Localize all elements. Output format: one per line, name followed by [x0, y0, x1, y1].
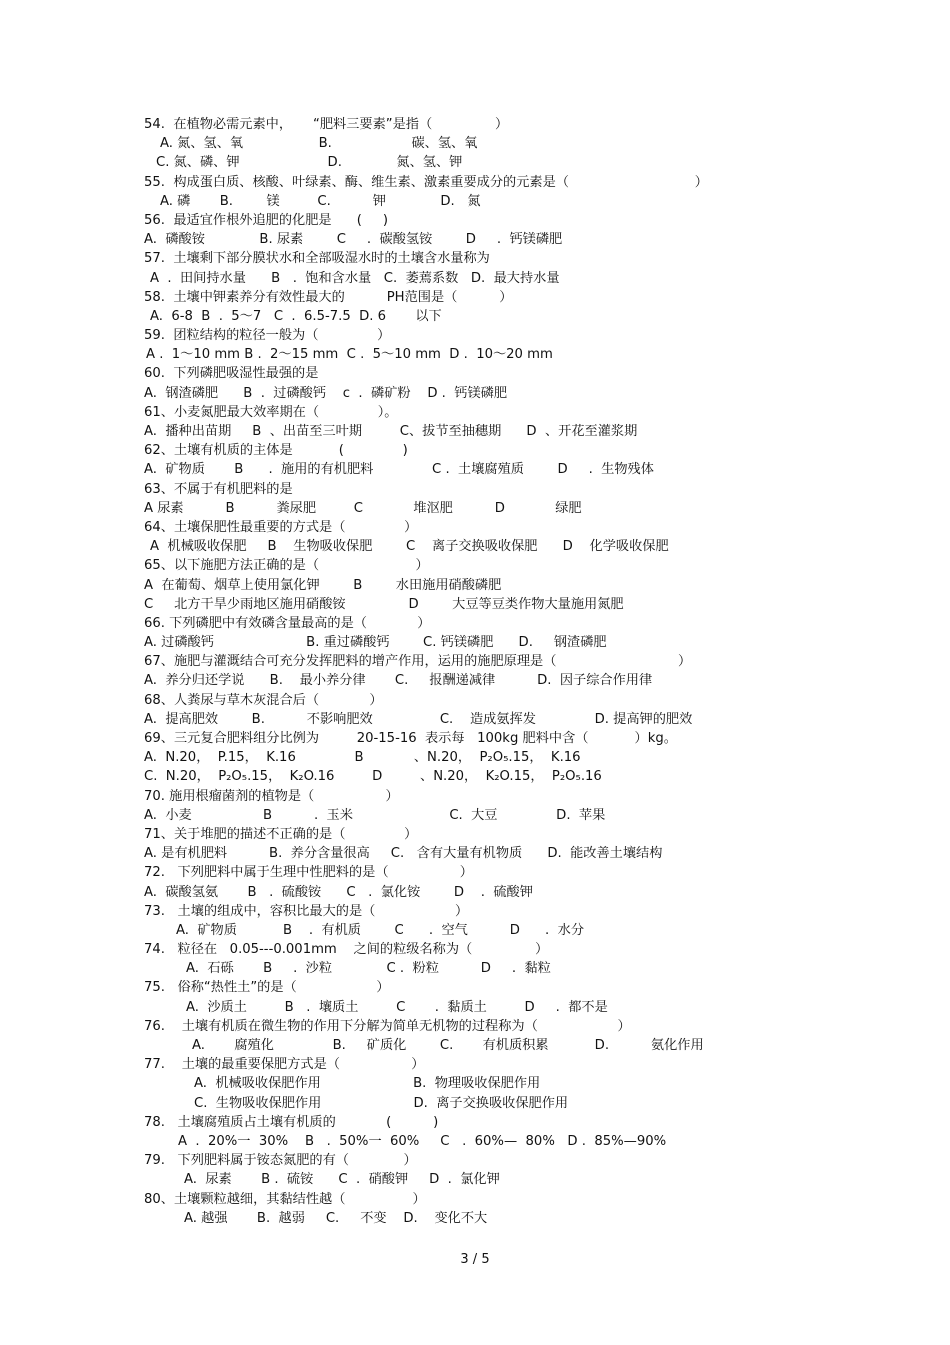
- question-stem: 75. 俗称“热性土”的是（ ）: [144, 980, 390, 996]
- answer-options: A . 田间持水量 B . 饱和含水量 C. 萎蔫系数 D. 最大持水量: [150, 270, 560, 286]
- question-stem: 72. 下列肥料中属于生理中性肥料的是（ ）: [144, 865, 473, 881]
- question-stem: 65、以下施肥方法正确的是（ ）: [144, 558, 429, 574]
- answer-options: A. 碳酸氢氨 B . 硫酸铵 C . 氯化铵 D . 硫酸钾: [144, 884, 533, 900]
- question-stem: 69、三元复合肥料组分比例为 20-15-16 表示每 100kg 肥料中含（ ）kg。: [144, 731, 677, 746]
- answer-options: A. 氮、氢、氧 B. 碳、氢、氧: [160, 136, 478, 152]
- answer-options: A. 播种出苗期 B 、出苗至三叶期 C、拔节至抽穗期 D 、开花至灌浆期: [144, 424, 638, 439]
- question-stem: 78. 土壤腐殖质占土壤有机质的 ( ): [144, 1114, 439, 1130]
- answer-options: A. 钢渣磷肥 B . 过磷酸钙 c . 磷矿粉 D . 钙镁磷肥: [144, 385, 508, 401]
- answer-options: C. N.20， P₂O₅.15， K₂O.16 D 、N.20， K₂O.15， P₂O₅.16: [144, 769, 602, 785]
- answer-options: A. 尿素 B . 硫铵 C . 硝酸钾 D . 氯化钾: [184, 1172, 500, 1188]
- answer-options: A. 沙质土 B . 壤质土 C . 黏质土 D . 都不是: [186, 999, 608, 1015]
- answer-options: C. 氮、磷、钾 D. 氮、氢、钾: [156, 155, 463, 171]
- answer-options: A. 养分归还学说 B. 最小养分律 C. 报酬递减律 D. 因子综合作用律: [144, 673, 653, 689]
- question-stem: 74. 粒径在 0.05---0.001mm 之间的粒级名称为（ ）: [144, 942, 549, 958]
- question-stem: 76. 土壤有机质在微生物的作用下分解为简单无机物的过程称为（ ）: [144, 1018, 631, 1034]
- answer-options: A. 6-8 B . 5～7 C . 6.5-7.5 D. 6 以下: [150, 308, 442, 324]
- answer-options: A. 过磷酸钙 B. 重过磷酸钙 C. 钙镁磷肥 D. 钢渣磷肥: [144, 635, 607, 651]
- question-stem: 61、小麦氮肥最大效率期在（ ）。: [144, 404, 398, 420]
- answer-options: A. N.20， P.15， K.16 B 、N.20， P₂O₅.15， K.16: [144, 750, 581, 766]
- question-stem: 60. 下列磷肥吸湿性最强的是: [144, 366, 319, 382]
- answer-options: A. 是有机肥料 B. 养分含量很高 C. 含有大量有机物质 D. 能改善土壤结构: [144, 846, 663, 862]
- question-stem: 77. 土壤的最重要保肥方式是（ ）: [144, 1057, 425, 1073]
- question-list: [0, 115, 950, 1228]
- answer-options: A. 石砾 B . 沙粒 C . 粉粒 D . 黏粒: [186, 961, 551, 977]
- answer-options: A 尿素 B 粪尿肥 C 堆沤肥 D 绿肥: [144, 500, 582, 516]
- question-stem: 58. 土壤中钾素养分有效性最大的 PH范围是（ ）: [144, 289, 513, 305]
- question-stem: 68、人粪尿与草木灰混合后（ ）: [144, 692, 383, 708]
- question-stem: 71、关于堆肥的描述不正确的是（ ）: [144, 826, 418, 842]
- answer-options: A. 腐殖化 B. 矿质化 C. 有机质积累 D. 氨化作用: [192, 1038, 704, 1053]
- answer-options: A. 矿物质 B . 施用的有机肥料 C . 土壤腐殖质 D . 生物残体: [144, 462, 654, 478]
- answer-options: A. 机械吸收保肥作用 B. 物理吸收保肥作用: [194, 1076, 541, 1092]
- answer-options: A 机械吸收保肥 B 生物吸收保肥 C 离子交换吸收保肥 D 化学吸收保肥: [150, 539, 669, 555]
- question-stem: 64、土壤保肥性最重要的方式是（ ）: [144, 519, 418, 535]
- question-stem: 80、土壤颗粒越细，其黏结性越（ ）: [144, 1191, 426, 1207]
- question-stem: 56. 最适宜作根外追肥的化肥是 ( ): [144, 212, 389, 228]
- answer-options: A. 磷酸铵 B. 尿素 C . 碳酸氢铵 D . 钙镁磷肥: [144, 232, 563, 248]
- answer-options: A 在葡萄、烟草上使用氯化钾 B 水田施用硝酸磷肥: [144, 577, 502, 593]
- question-stem: 66. 下列磷肥中有效磷含量最高的是（ ）: [144, 615, 431, 631]
- question-stem: 57. 土壤剩下部分膜状水和全部吸湿水时的土壤含水量称为: [144, 251, 490, 267]
- answer-options: A . 20%一 30% B . 50%一 60% C . 60%— 80% D . 85%—90%: [178, 1133, 667, 1149]
- question-stem: 55. 构成蛋白质、核酸、叶绿素、酶、维生素、激素重要成分的元素是（ ）: [144, 174, 708, 190]
- question-stem: 59. 团粒结构的粒径一般为（ ）: [144, 328, 391, 344]
- answer-options: A. 提高肥效 B. 不影响肥效 C. 造成氨挥发 D. 提高钾的肥效: [144, 711, 693, 727]
- question-stem: 62、土壤有机质的主体是 ( ): [144, 443, 408, 459]
- answer-options: A . 1～10 mm B . 2～15 mm C . 5～10 mm D . 10～20 mm: [146, 347, 553, 363]
- answer-options: A. 矿物质 B . 有机质 C . 空气 D . 水分: [176, 922, 585, 938]
- question-stem: 70. 施用根瘤菌剂的植物是（ ）: [144, 788, 399, 804]
- question-stem: 54. 在植物必需元素中， “肥料三要素”是指（ ）: [144, 117, 509, 132]
- answer-options: A. 磷 B. 镁 C. 钾 D. 氮: [160, 193, 481, 209]
- question-stem: 67、施肥与灌溉结合可充分发挥肥料的增产作用，运用的施肥原理是（ ）: [144, 654, 692, 670]
- answer-options: C 北方干旱少雨地区施用硝酸铵 D 大豆等豆类作物大量施用氮肥: [144, 596, 624, 612]
- question-stem: 73. 土壤的组成中，容积比最大的是（ ）: [144, 903, 469, 919]
- answer-options: A. 小麦 B . 玉米 C. 大豆 D. 苹果: [144, 807, 606, 823]
- question-stem: 63、不属于有机肥料的是: [144, 481, 293, 497]
- answer-options: C. 生物吸收保肥作用 D. 离子交换吸收保肥作用: [194, 1095, 569, 1111]
- question-stem: 79. 下列肥料属于铵态氮肥的有（ ）: [144, 1153, 417, 1169]
- answer-options: A. 越强 B. 越弱 C. 不变 D. 变化不大: [184, 1210, 488, 1226]
- page-number: 3 / 5: [460, 1252, 490, 1267]
